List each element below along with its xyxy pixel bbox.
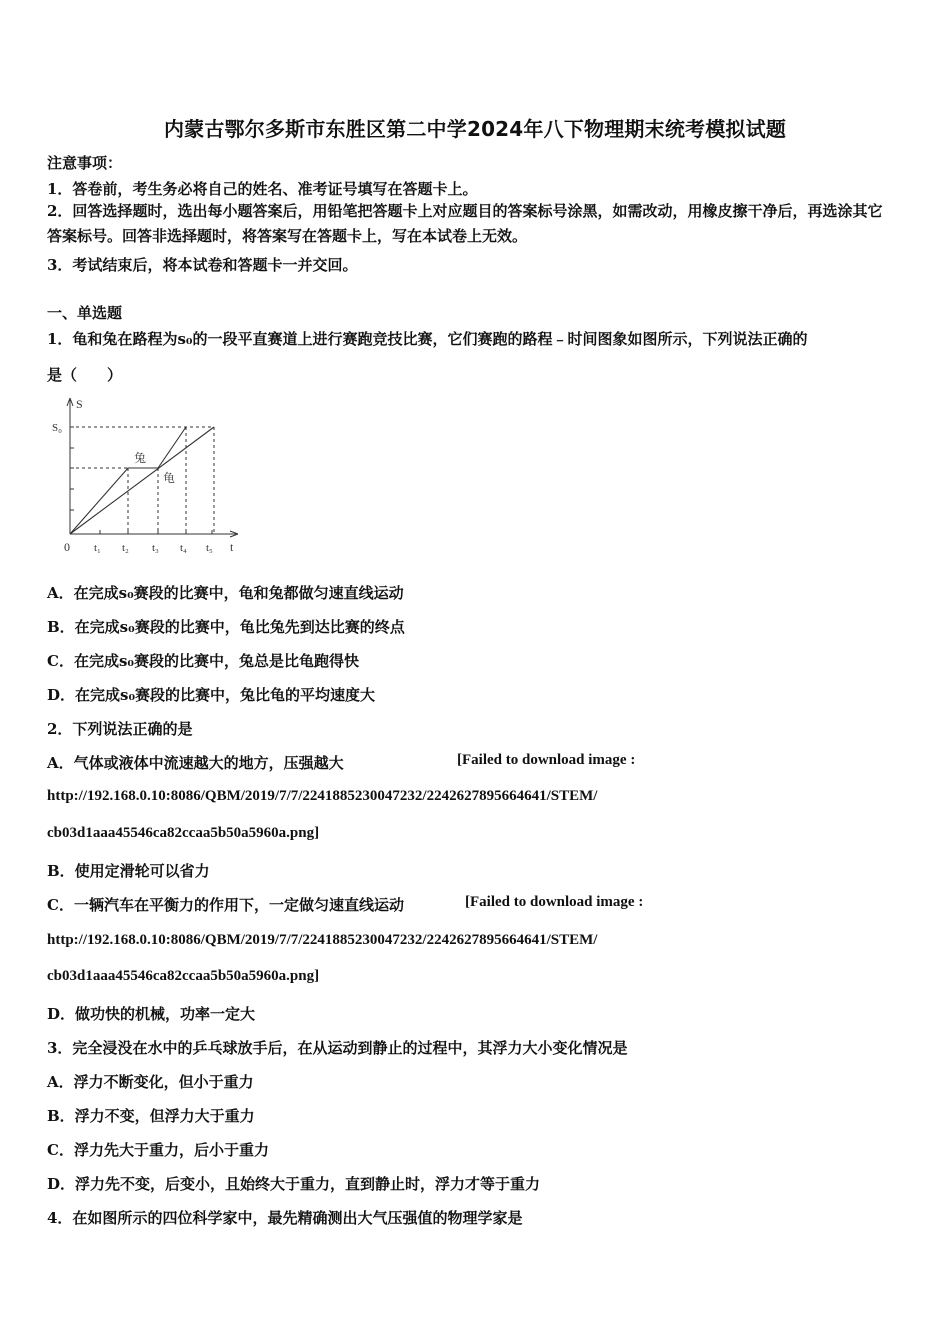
q4-stem: 4．在如图所示的四位科学家中，最先精确测出大气压强值的物理学家是 <box>47 1209 523 1227</box>
q2-option-a: A．气体或液体中流速越大的地方，压强越大 <box>47 754 344 772</box>
q1-option-c: C．在完成s₀赛段的比赛中，兔总是比龟跑得快 <box>47 652 359 670</box>
q2-image-url-a1: http://192.168.0.10:8086/QBM/2019/7/7/2241885230047232/2242627895664641/STEM/ <box>47 788 598 804</box>
q1-option-a: A．在完成s₀赛段的比赛中，龟和兔都做匀速直线运动 <box>47 584 404 602</box>
q2-stem: 2．下列说法正确的是 <box>47 720 193 738</box>
q2-option-c: C．一辆汽车在平衡力的作用下，一定做匀速直线运动 <box>47 896 404 914</box>
notice-3: 3．考试结束后，将本试卷和答题卡一并交回。 <box>47 256 358 274</box>
page-title: 内蒙古鄂尔多斯市东胜区第二中学2024年八下物理期末统考模拟试题 <box>163 117 787 141</box>
q1-option-b: B．在完成s₀赛段的比赛中，龟比兔先到达比赛的终点 <box>47 618 405 636</box>
tick-t4: t₄ <box>180 542 187 554</box>
distance-time-graph <box>48 394 253 560</box>
q1-stem-line2: 是（ ） <box>47 366 123 384</box>
q3-option-c: C．浮力先大于重力，后小于重力 <box>47 1141 269 1159</box>
tick-t1: t₁ <box>94 542 101 554</box>
notice-1: 1．答卷前，考生务必将自己的姓名、准考证号填写在答题卡上。 <box>47 180 478 198</box>
s0-label: S₀ <box>52 422 62 434</box>
q2-image-url-c1: http://192.168.0.10:8086/QBM/2019/7/7/2241885230047232/2242627895664641/STEM/ <box>47 932 598 948</box>
q2-image-url-c2: cb03d1aaa45546ca82ccaa5b50a5960a.png] <box>47 968 320 984</box>
q2-image-error-a: [Failed to download image : <box>457 752 636 768</box>
y-axis-label: S <box>76 397 83 411</box>
tick-t3: t₃ <box>152 542 159 554</box>
x-axis-label: t <box>230 540 234 554</box>
turtle-label: 龟 <box>163 471 176 485</box>
notice-2: 2．回答选择题时，选出每小题答案后，用铅笔把答题卡上对应题目的答案标号涂黑，如需改动，用橡皮擦干净后，再选涂其它答案标号。回答非选择题时，将答案写在答题卡上，写在本试卷上无效。 <box>47 202 883 245</box>
section-heading: 一、单选题 <box>47 304 123 322</box>
tick-t5: t₅ <box>206 542 213 554</box>
q2-image-url-a2: cb03d1aaa45546ca82ccaa5b50a5960a.png] <box>47 825 320 841</box>
tick-t2: t₂ <box>122 542 129 554</box>
rabbit-label: 兔 <box>134 451 147 465</box>
q3-option-b: B．浮力不变，但浮力大于重力 <box>47 1107 255 1125</box>
turtle-line <box>70 427 214 534</box>
q2-image-error-c: [Failed to download image : <box>465 894 644 910</box>
q1-stem-line1: 1．龟和兔在路程为s₀的一段平直赛道上进行赛跑竞技比赛，它们赛跑的路程﹣时间图象如图所示，下列说法正确的 <box>47 330 808 348</box>
q1-option-d: D．在完成s₀赛段的比赛中，兔比龟的平均速度大 <box>47 686 376 704</box>
q3-option-d: D．浮力先不变，后变小，且始终大于重力，直到静止时，浮力才等于重力 <box>47 1175 541 1193</box>
q2-option-d: D．做功快的机械，功率一定大 <box>47 1005 256 1023</box>
q3-option-a: A．浮力不断变化，但小于重力 <box>47 1073 254 1091</box>
origin-label: 0 <box>64 540 70 554</box>
q2-option-b: B．使用定滑轮可以省力 <box>47 862 210 880</box>
notice-heading: 注意事项： <box>47 154 123 172</box>
q3-stem: 3．完全浸没在水中的乒乓球放手后，在从运动到静止的过程中，其浮力大小变化情况是 <box>47 1039 628 1057</box>
